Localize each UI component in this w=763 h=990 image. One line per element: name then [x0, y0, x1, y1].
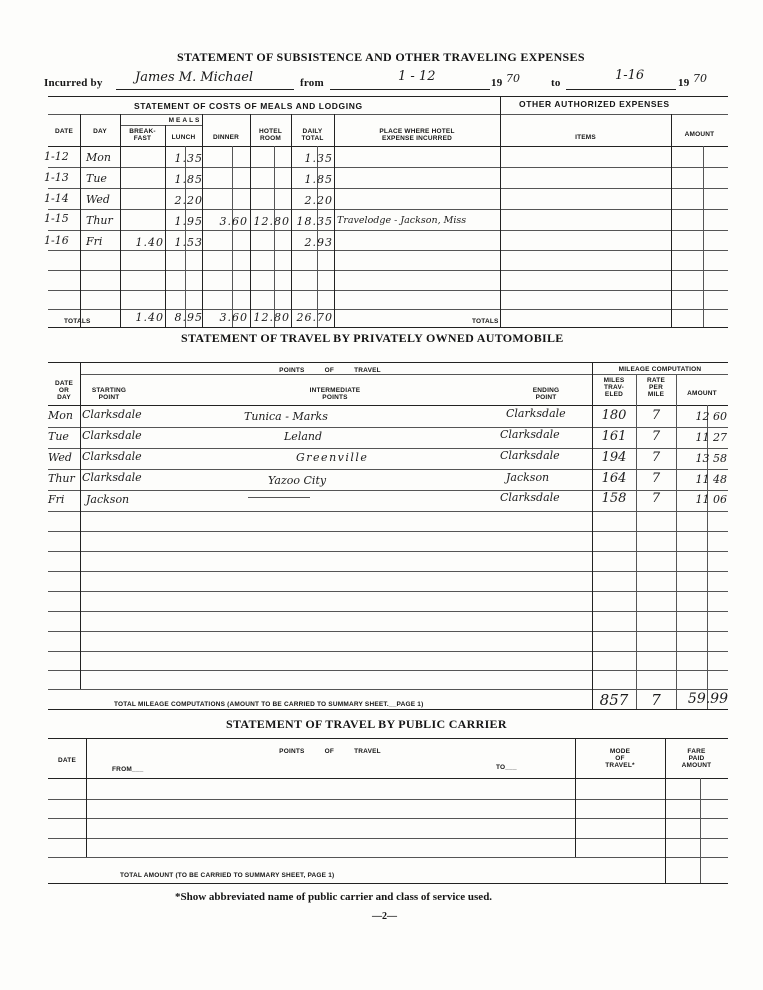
meals-header-daily-total: DAILY TOTAL [301, 128, 324, 142]
auto-row-miles: 158 [601, 491, 627, 506]
from-line [330, 89, 490, 90]
auto-header-points: POINTS OF TRAVEL [279, 367, 381, 374]
carrier-header-points: POINTS OF TRAVEL [279, 748, 381, 755]
meals-row-total: 1.85 [304, 173, 333, 186]
incurred-by-line [116, 89, 294, 90]
from-label: from [300, 77, 324, 89]
meals-totals-label: TOTALS [64, 318, 91, 325]
meals-row-total: 1.35 [304, 152, 333, 165]
meals-row-date: 1-15 [44, 212, 69, 225]
auto-row-rate: 7 [651, 471, 661, 486]
auto-row-miles: 180 [601, 408, 627, 423]
auto-row-start: Jackson [86, 493, 130, 506]
carrier-total-label: TOTAL AMOUNT (TO BE CARRIED TO SUMMARY SHEET, PAGE 1) [120, 872, 335, 879]
carrier-header-mode: MODE OF TRAVEL* [605, 748, 635, 769]
meals-header-hotel: HOTEL ROOM [258, 128, 283, 142]
meals-row-day: Wed [86, 193, 110, 206]
auto-row-end: Clarksdale [500, 428, 560, 441]
page-number: —2— [372, 911, 397, 922]
meals-row-date: 1-13 [44, 171, 69, 184]
meals-header-date: DATE [54, 128, 73, 135]
meals-header-day: DAY [93, 128, 107, 135]
meals-total-daily: 26.70 [296, 311, 333, 324]
auto-row-intermediate: Greenville [296, 451, 369, 464]
to-date: 1-16 [615, 68, 645, 83]
auto-row-intermediate: Leland [284, 430, 323, 443]
auto-row-miles: 161 [601, 429, 627, 444]
meals-header-dinner: DINNER [212, 134, 240, 141]
meals-row-day: Mon [86, 151, 111, 164]
meals-row-total: 2.93 [304, 236, 333, 249]
auto-total-miles: 857 [599, 691, 629, 709]
auto-total-amount: 59.99 [687, 691, 728, 707]
meals-total-lunch: 8.95 [174, 311, 203, 324]
meals-row-date: 1-14 [44, 192, 69, 205]
meals-row-date: 1-16 [44, 234, 69, 247]
auto-row-rate: 7 [651, 450, 661, 465]
traveler-name: James M. Michael [135, 70, 254, 85]
meals-row-total: 2.20 [304, 194, 333, 207]
auto-row-day: Tue [48, 430, 69, 443]
auto-row-miles: 164 [601, 471, 627, 486]
meals-total-breakfast: 1.40 [135, 311, 164, 324]
auto-row-miles: 194 [601, 450, 627, 465]
auto-row-day: Wed [48, 451, 72, 464]
carrier-header-to: TO___ [496, 764, 517, 771]
auto-header-amount: AMOUNT [687, 390, 717, 397]
auto-header-miles: MILES TRAV- ELED [603, 377, 625, 398]
carrier-section-title: STATEMENT OF TRAVEL BY PUBLIC CARRIER [226, 717, 507, 731]
other-header-amount: AMOUNT [684, 131, 715, 138]
auto-row-rate: 7 [651, 408, 661, 423]
meals-row-date: 1-12 [44, 150, 69, 163]
meals-total-dinner: 3.60 [219, 311, 248, 324]
year-prefix-2: 19 [678, 77, 690, 89]
form-title: STATEMENT OF SUBSISTENCE AND OTHER TRAVELING EXPENSES [177, 50, 585, 64]
meals-header-meals: MEALS [168, 117, 202, 124]
carrier-header-from: FROM___ [112, 766, 144, 773]
year-prefix-1: 19 [491, 77, 503, 89]
carrier-header-fare: FARE PAID AMOUNT [681, 748, 712, 769]
to-label: to [551, 77, 561, 89]
auto-row-amount: 13 58 [695, 452, 727, 465]
auto-row-end: Clarksdale [506, 407, 566, 420]
auto-row-amount: 11 27 [695, 431, 727, 444]
year-2: 70 [693, 72, 707, 85]
auto-row-intermediate: Yazoo City [268, 474, 327, 487]
auto-header-mileage: MILEAGE COMPUTATION [618, 366, 702, 373]
meals-row-dinner: 3.60 [219, 215, 248, 228]
other-totals-label: TOTALS [472, 318, 499, 325]
auto-row-start: Clarksdale [82, 471, 142, 484]
other-header-items: ITEMS [575, 134, 596, 141]
auto-row-amount: 11 48 [695, 473, 727, 486]
auto-header-date-or-day: DATE OR DAY [54, 380, 73, 401]
incurred-by-label: Incurred by [44, 77, 103, 89]
meals-row-day: Tue [86, 172, 107, 185]
auto-total-label: TOTAL MILEAGE COMPUTATIONS (AMOUNT TO BE CARRIED TO SUMMARY SHEET.__PAGE 1) [114, 701, 424, 708]
year-1: 70 [506, 72, 520, 85]
other-expenses-title: OTHER AUTHORIZED EXPENSES [519, 99, 670, 109]
intermediate-dash-line [248, 497, 310, 498]
auto-row-end: Jackson [506, 471, 550, 484]
meals-row-lunch: 1.53 [174, 236, 203, 249]
auto-row-start: Clarksdale [82, 429, 142, 442]
auto-row-end: Clarksdale [500, 449, 560, 462]
auto-row-amount: 11 06 [695, 493, 727, 506]
auto-row-day: Mon [48, 409, 73, 422]
meals-total-hotel: 12.80 [253, 311, 290, 324]
from-date: 1 - 12 [398, 69, 436, 84]
carrier-header-date: DATE [57, 757, 76, 764]
meals-row-lunch: 1.35 [174, 152, 203, 165]
auto-row-intermediate: Tunica - Marks [244, 410, 328, 423]
meals-header-place: PLACE WHERE HOTEL EXPENSE INCURRED [379, 128, 455, 142]
auto-row-start: Clarksdale [82, 450, 142, 463]
meals-row-day: Fri [86, 235, 103, 248]
to-line [566, 89, 676, 90]
auto-header-ending: ENDING POINT [532, 387, 560, 401]
auto-header-intermediate: INTERMEDIATE POINTS [309, 387, 361, 401]
auto-total-rate: 7 [651, 691, 661, 709]
auto-header-rate: RATE PER MILE [646, 377, 665, 398]
auto-section-title: STATEMENT OF TRAVEL BY PRIVATELY OWNED AUTOMOBILE [181, 331, 564, 345]
auto-header-starting: STARTING POINT [91, 387, 127, 401]
auto-row-start: Clarksdale [82, 408, 142, 421]
footnote: *Show abbreviated name of public carrier and class of service used. [175, 891, 493, 903]
meals-row-lunch: 1.95 [174, 215, 203, 228]
meals-row-lunch: 1.85 [174, 173, 203, 186]
meals-row-lunch: 2.20 [174, 194, 203, 207]
auto-row-amount: 12 60 [695, 410, 727, 423]
auto-row-rate: 7 [651, 491, 661, 506]
meals-row-place: Travelodge - Jackson, Miss [337, 215, 467, 226]
meals-section-title: STATEMENT OF COSTS OF MEALS AND LODGING [134, 101, 363, 111]
meals-header-lunch: LUNCH [171, 134, 196, 141]
meals-row-hotel: 12.80 [253, 215, 290, 228]
auto-row-rate: 7 [651, 429, 661, 444]
meals-row-breakfast: 1.40 [135, 236, 164, 249]
meals-header-breakfast: BREAK- FAST [129, 128, 156, 142]
meals-row-day: Thur [86, 214, 113, 227]
auto-row-end: Clarksdale [500, 491, 560, 504]
auto-row-day: Thur [48, 472, 75, 485]
meals-row-total: 18.35 [296, 215, 333, 228]
auto-row-day: Fri [48, 493, 65, 506]
